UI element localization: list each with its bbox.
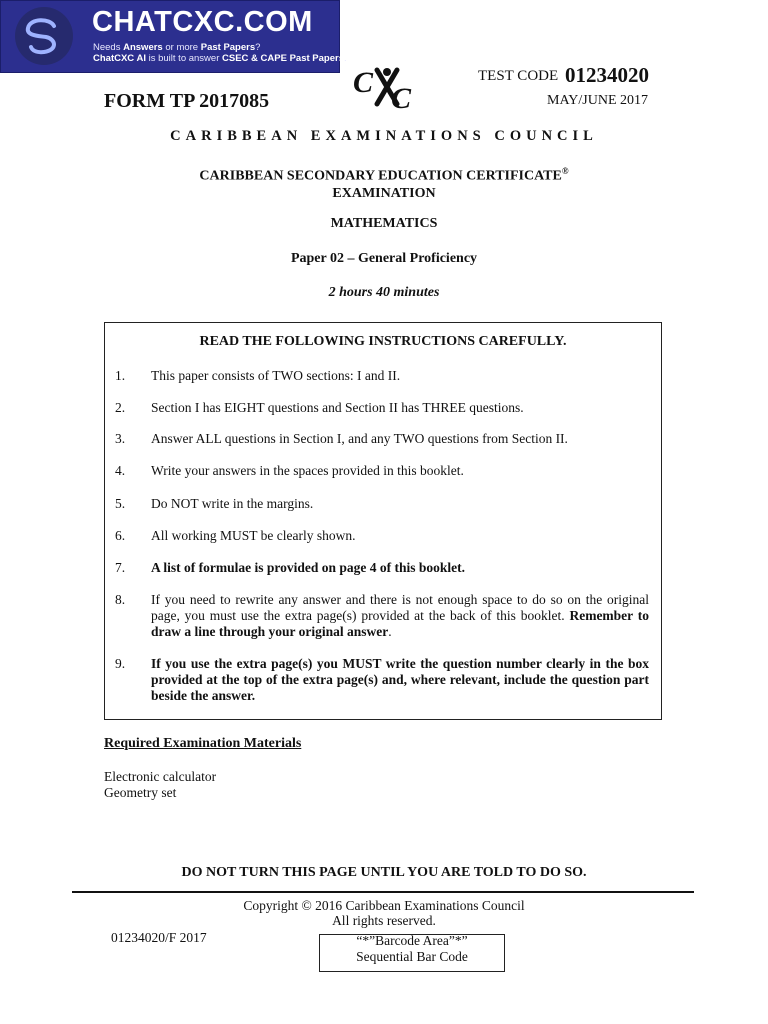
banner-text-bold: Past Papers (200, 42, 256, 53)
instruction-text: Section I has EIGHT questions and Section II has THREE questions. (151, 400, 524, 415)
council-name: CARIBBEAN EXAMINATIONS COUNCIL (170, 128, 598, 144)
banner-text: ? (255, 42, 261, 53)
instruction-text: Answer ALL questions in Section I, and any TWO questions from Section II. (151, 431, 568, 446)
svg-text:C: C (391, 82, 412, 112)
exam-session: MAY/JUNE 2017 (547, 93, 648, 108)
certificate-line-2: EXAMINATION (332, 185, 436, 201)
instruction-item (115, 431, 649, 447)
instruction-text: Do NOT write in the margins. (151, 496, 314, 511)
instruction-text: A list of formulae is provided on page 4 of this booklet. (151, 560, 466, 575)
instruction-item (115, 560, 649, 576)
barcode-caption: Sequential Bar Code (356, 949, 468, 964)
instruction-number: 3. (115, 431, 126, 446)
svg-text:C: C (353, 66, 374, 99)
banner-title[interactable]: CHATCXC.COM (92, 6, 313, 38)
banner-tagline-2 (93, 53, 347, 64)
test-code-value: 01234020 (565, 63, 649, 87)
banner-text: . (343, 53, 347, 64)
footer-divider (72, 891, 694, 893)
test-code-label: TEST CODE (478, 68, 559, 84)
banner-text: or more (162, 42, 201, 53)
instruction-number: 1. (115, 368, 126, 383)
instruction-text (151, 592, 649, 640)
material-item: Geometry set (104, 785, 177, 800)
instruction-text: Write your answers in the spaces provided in this booklet. (151, 463, 464, 478)
instructions-heading: READ THE FOLLOWING INSTRUCTIONS CAREFULLY. (199, 334, 567, 349)
instruction-text: All working MUST be clearly shown. (151, 528, 356, 543)
subject-title: MATHEMATICS (330, 216, 438, 231)
instruction-number: 7. (115, 560, 126, 575)
instruction-item (115, 592, 649, 640)
certificate-title (0, 163, 768, 202)
certificate-line-1: CARIBBEAN SECONDARY EDUCATION CERTIFICATE (199, 168, 562, 184)
instruction-item (115, 463, 649, 479)
banner-text-bold: Answers (123, 42, 163, 53)
copyright-line-2: All rights reserved. (332, 913, 436, 928)
instruction-text: This paper consists of TWO sections: I and II. (151, 368, 401, 383)
instruction-item (115, 368, 649, 384)
banner-text: is built to answer (145, 53, 223, 64)
banner-tagline-1 (93, 42, 260, 53)
instruction-text-plain: If you need to rewrite any answer and there is not enough space to do so on the original page, you must use the extra page(s) provided at the back of this booklet. (151, 592, 649, 623)
instruction-item (115, 400, 649, 416)
footer-paper-code: 01234020/F 2017 (111, 930, 207, 945)
instruction-number: 5. (115, 496, 126, 511)
materials-heading: Required Examination Materials (104, 736, 302, 751)
registered-mark: ® (561, 166, 569, 176)
do-not-turn-notice: DO NOT TURN THIS PAGE UNTIL YOU ARE TOLD TO DO SO. (181, 865, 587, 880)
material-item: Electronic calculator (104, 769, 217, 784)
chat-bubble-s-icon (14, 6, 74, 66)
instruction-item (115, 496, 649, 512)
banner-text-bold: ChatCXC AI (93, 53, 146, 64)
exam-duration: 2 hours 40 minutes (328, 285, 440, 300)
banner-text-bold: CSEC & CAPE Past Papers (222, 53, 344, 64)
cxc-logo-icon (351, 64, 417, 112)
copyright-line-1: Copyright © 2016 Caribbean Examinations Council (243, 898, 525, 913)
instruction-item (115, 528, 649, 544)
instruction-number: 4. (115, 463, 126, 478)
instruction-item (115, 656, 649, 704)
copyright-notice (0, 898, 768, 928)
instruction-text: If you use the extra page(s) you MUST write the question number clearly in the box provided at the top of the extra page(s) and, where relevant, include the question part beside the answer. (151, 656, 649, 703)
instruction-number: 6. (115, 528, 126, 543)
banner-text: Needs (93, 42, 124, 53)
instruction-text-bold: Remember to draw a line through your original answer (151, 608, 649, 639)
instruction-number: 9. (115, 656, 126, 671)
paper-title: Paper 02 – General Proficiency (290, 251, 478, 266)
instruction-number: 2. (115, 400, 126, 415)
barcode-label: “*”Barcode Area”*” (356, 933, 468, 948)
instruction-text-end: . (388, 624, 392, 639)
form-tp-number: FORM TP 2017085 (104, 90, 270, 112)
instruction-number: 8. (115, 592, 126, 607)
